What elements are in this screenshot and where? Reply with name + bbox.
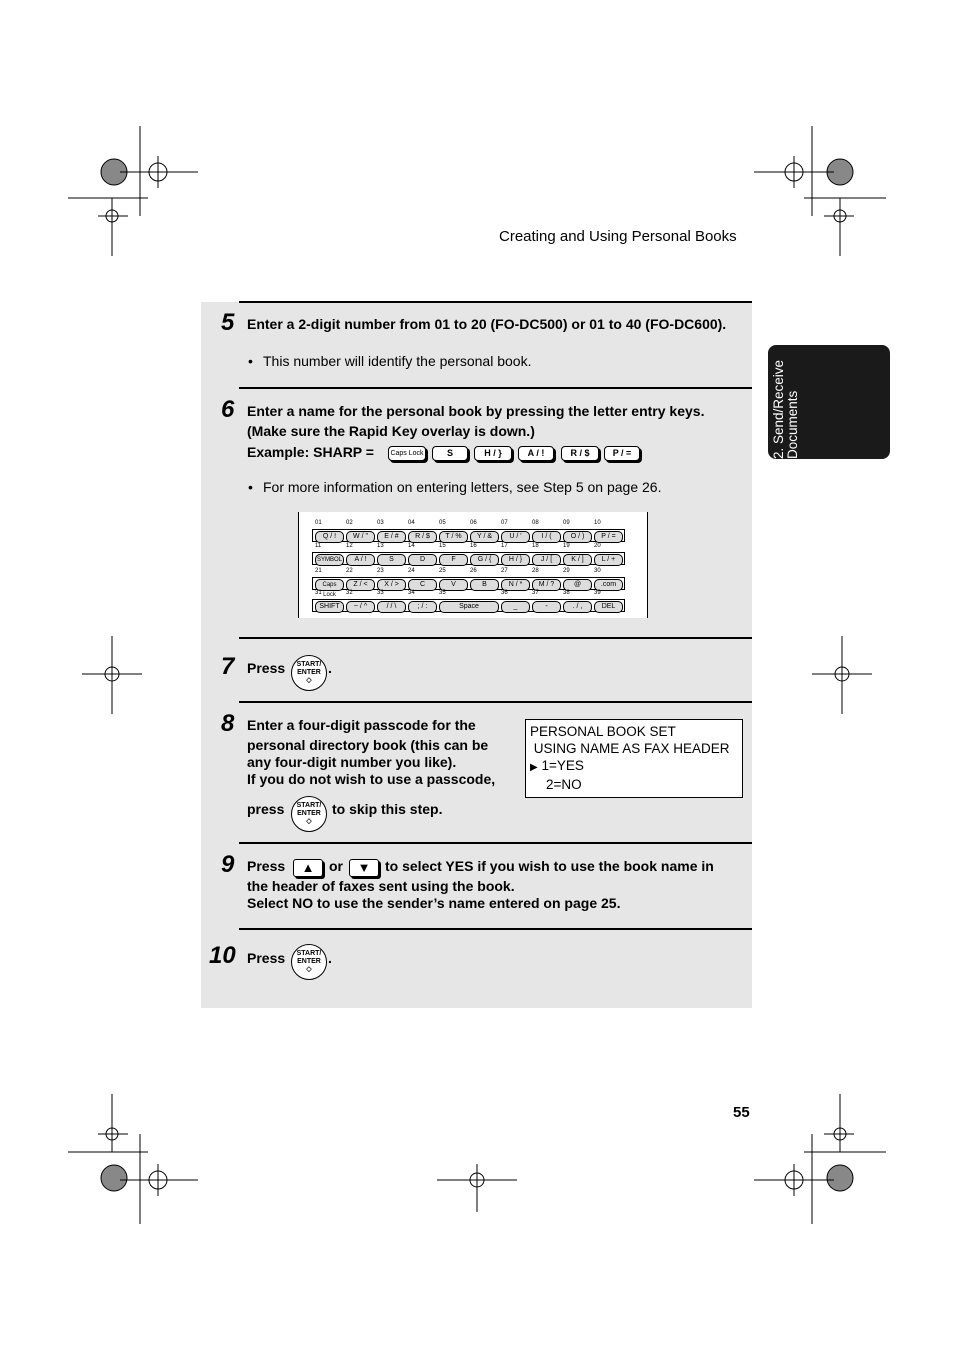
keyboard-key: ; / : xyxy=(408,601,437,613)
key-number: 27 xyxy=(501,568,508,574)
step-6-bullet: • For more information on entering letters, see Step 5 on page 26. xyxy=(263,478,661,496)
keyboard-key: G / { xyxy=(470,554,499,566)
key-number: 35 xyxy=(439,590,446,596)
key-number: 08 xyxy=(532,520,539,526)
keyboard-key: F xyxy=(439,554,468,566)
key-number: 33 xyxy=(377,590,384,596)
keyboard-key: H / } xyxy=(501,554,530,566)
key-number: 16 xyxy=(470,543,477,549)
key-number: 31 xyxy=(315,590,322,596)
keyboard-key: . / , xyxy=(563,601,592,613)
step-8-line4: If you do not wish to use a passcode, xyxy=(247,771,496,787)
divider xyxy=(239,842,752,844)
key-number: 15 xyxy=(439,543,446,549)
keyboard-key: Z / < xyxy=(346,579,375,591)
caps-lock-key: Caps Lock xyxy=(388,446,426,461)
step-9-or: or xyxy=(329,858,343,874)
registration-mark xyxy=(437,1164,517,1214)
keyboard-key: / / \ xyxy=(377,601,406,613)
keyboard-key: P / = xyxy=(594,531,623,543)
start-key-label1: START/ xyxy=(296,950,322,957)
key-number: 25 xyxy=(439,568,446,574)
keyboard-key: E / # xyxy=(377,531,406,543)
key-number: 03 xyxy=(377,520,384,526)
step-8-line3: any four-digit number you like). xyxy=(247,754,457,770)
keyboard-key: B xyxy=(470,579,499,591)
keyboard-key: T / % xyxy=(439,531,468,543)
key-number: 13 xyxy=(377,543,384,549)
divider xyxy=(239,928,752,930)
key-number: 09 xyxy=(563,520,570,526)
key-number: 12 xyxy=(346,543,353,549)
lcd-line4: 2=NO xyxy=(546,777,582,792)
start-icon: ◇ xyxy=(306,677,312,684)
chapter-tab-line1: 2. Send/Receive xyxy=(771,359,786,459)
registration-mark xyxy=(82,636,142,716)
chapter-tab-line2: Documents xyxy=(785,390,800,459)
start-key-label1: START/ xyxy=(296,661,322,668)
key-number: 39 xyxy=(594,590,601,596)
step-5-title: Enter a 2-digit number from 01 to 20 (FO-DC500) or 01 to 40 (FO-DC600). xyxy=(247,316,727,332)
keyboard-key: J / [ xyxy=(532,554,561,566)
keyboard-key: U / ' xyxy=(501,531,530,543)
divider xyxy=(239,637,752,639)
p-key: P / = xyxy=(604,446,640,461)
step-7-period: . xyxy=(328,660,332,676)
key-number: 38 xyxy=(563,590,570,596)
key-number: 29 xyxy=(563,568,570,574)
step-9-line2: the header of faxes sent using the book. xyxy=(247,878,515,894)
keyboard-key: K / ] xyxy=(563,554,592,566)
step-6-line1: Enter a name for the personal book by pressing the letter entry keys. xyxy=(247,403,705,419)
key-number: 30 xyxy=(594,568,601,574)
step-number: 8 xyxy=(221,710,235,737)
keyboard-key: DEL xyxy=(594,601,623,613)
down-arrow-icon: ▼ xyxy=(349,859,379,877)
key-number: 20 xyxy=(594,543,601,549)
registration-mark xyxy=(754,1094,894,1224)
keyboard-key: A / ! xyxy=(346,554,375,566)
key-number: 02 xyxy=(346,520,353,526)
start-enter-key xyxy=(291,944,327,980)
lcd-display xyxy=(525,719,743,798)
registration-mark xyxy=(68,126,208,256)
registration-mark xyxy=(812,636,872,716)
cursor-icon: ▶ xyxy=(530,762,538,773)
keyboard-key: Q / ! xyxy=(315,531,344,543)
keyboard-key: O / ) xyxy=(563,531,592,543)
key-number: 11 xyxy=(315,543,322,549)
key-number: 14 xyxy=(408,543,415,549)
divider xyxy=(239,701,752,703)
lcd-line1: PERSONAL BOOK SET xyxy=(530,724,676,739)
up-arrow-icon: ▲ xyxy=(293,859,323,877)
key-number: 22 xyxy=(346,568,353,574)
divider xyxy=(239,387,752,389)
key-number: 18 xyxy=(532,543,539,549)
step-number: 10 xyxy=(209,942,236,969)
divider xyxy=(239,301,752,303)
start-enter-key xyxy=(291,655,327,691)
key-number: 01 xyxy=(315,520,322,526)
start-key-label1: START/ xyxy=(296,802,322,809)
key-number: 05 xyxy=(439,520,446,526)
start-key-label2: ENTER xyxy=(297,958,321,965)
key-number: 37 xyxy=(532,590,539,596)
keyboard-key: .com xyxy=(594,579,623,591)
key-number: 28 xyxy=(532,568,539,574)
key-number: 32 xyxy=(346,590,353,596)
step-10-press: Press xyxy=(247,950,286,966)
step-7-press: Press xyxy=(247,660,286,676)
s-key: S xyxy=(432,446,468,461)
registration-mark xyxy=(754,126,894,256)
step-number: 5 xyxy=(221,309,235,336)
step-number: 9 xyxy=(221,851,235,878)
keyboard-key: X / > xyxy=(377,579,406,591)
step-8-line2: personal directory book (this can be xyxy=(247,737,489,753)
start-key-label2: ENTER xyxy=(297,810,321,817)
r-key: R / $ xyxy=(561,446,599,461)
keyboard-key: M / ? xyxy=(532,579,561,591)
keyboard-key: C xyxy=(408,579,437,591)
keyboard-key: _ xyxy=(501,601,530,613)
keyboard-key: R / $ xyxy=(408,531,437,543)
keyboard-key: W / " xyxy=(346,531,375,543)
key-number: 19 xyxy=(563,543,570,549)
keyboard-key: SHIFT xyxy=(315,601,344,613)
start-icon: ◇ xyxy=(306,818,312,825)
key-number: 07 xyxy=(501,520,508,526)
step-6-example-label: Example: SHARP = xyxy=(247,444,374,460)
step-9-press: Press xyxy=(247,858,286,874)
lcd-line2: USING NAME AS FAX HEADER xyxy=(530,741,730,756)
h-key: H / } xyxy=(474,446,512,461)
keyboard-key: @ xyxy=(563,579,592,591)
chapter-tab xyxy=(768,345,890,459)
keyboard-key: V xyxy=(439,579,468,591)
keyboard-key: - xyxy=(532,601,561,613)
step-9-line1: to select YES if you wish to use the book name in xyxy=(385,858,714,874)
keyboard-key: Caps Lock xyxy=(315,579,344,591)
step-8-line1: Enter a four-digit passcode for the xyxy=(247,717,476,733)
keyboard-key: D xyxy=(408,554,437,566)
step-6-line2: (Make sure the Rapid Key overlay is down.) xyxy=(247,423,535,439)
key-number: 10 xyxy=(594,520,601,526)
key-number: 34 xyxy=(408,590,415,596)
step-9-line3: Select NO to use the sender’s name entered on page 25. xyxy=(247,895,621,911)
start-enter-key xyxy=(291,796,327,832)
keyboard-key: ~ / ^ xyxy=(346,601,375,613)
keyboard-key: S xyxy=(377,554,406,566)
key-number: 23 xyxy=(377,568,384,574)
keyboard-key: I / ( xyxy=(532,531,561,543)
keyboard-key: L / + xyxy=(594,554,623,566)
key-number: 21 xyxy=(315,568,322,574)
start-icon: ◇ xyxy=(306,966,312,973)
a-key: A / ! xyxy=(518,446,554,461)
lcd-line3: 1=YES xyxy=(541,758,584,773)
registration-mark xyxy=(68,1094,208,1224)
step-5-bullet: • This number will identify the personal book. xyxy=(263,352,531,370)
key-number: 17 xyxy=(501,543,508,549)
step-10-period: . xyxy=(328,950,332,966)
keyboard-key: Space xyxy=(439,601,499,613)
key-number: 26 xyxy=(470,568,477,574)
keyboard-diagram xyxy=(298,512,648,618)
page-number: 55 xyxy=(733,1104,750,1121)
keyboard-key: N / * xyxy=(501,579,530,591)
step-8-press: press xyxy=(247,801,285,817)
key-number: 24 xyxy=(408,568,415,574)
keyboard-key: Y / & xyxy=(470,531,499,543)
step-number: 7 xyxy=(221,653,235,680)
page-header-title: Creating and Using Personal Books xyxy=(499,228,737,245)
step-8-after: to skip this step. xyxy=(332,801,443,817)
step-number: 6 xyxy=(221,396,235,423)
start-key-label2: ENTER xyxy=(297,669,321,676)
key-number: 06 xyxy=(470,520,477,526)
keyboard-key: SYMBOL xyxy=(315,554,344,566)
key-number: 36 xyxy=(501,590,508,596)
key-number: 04 xyxy=(408,520,415,526)
